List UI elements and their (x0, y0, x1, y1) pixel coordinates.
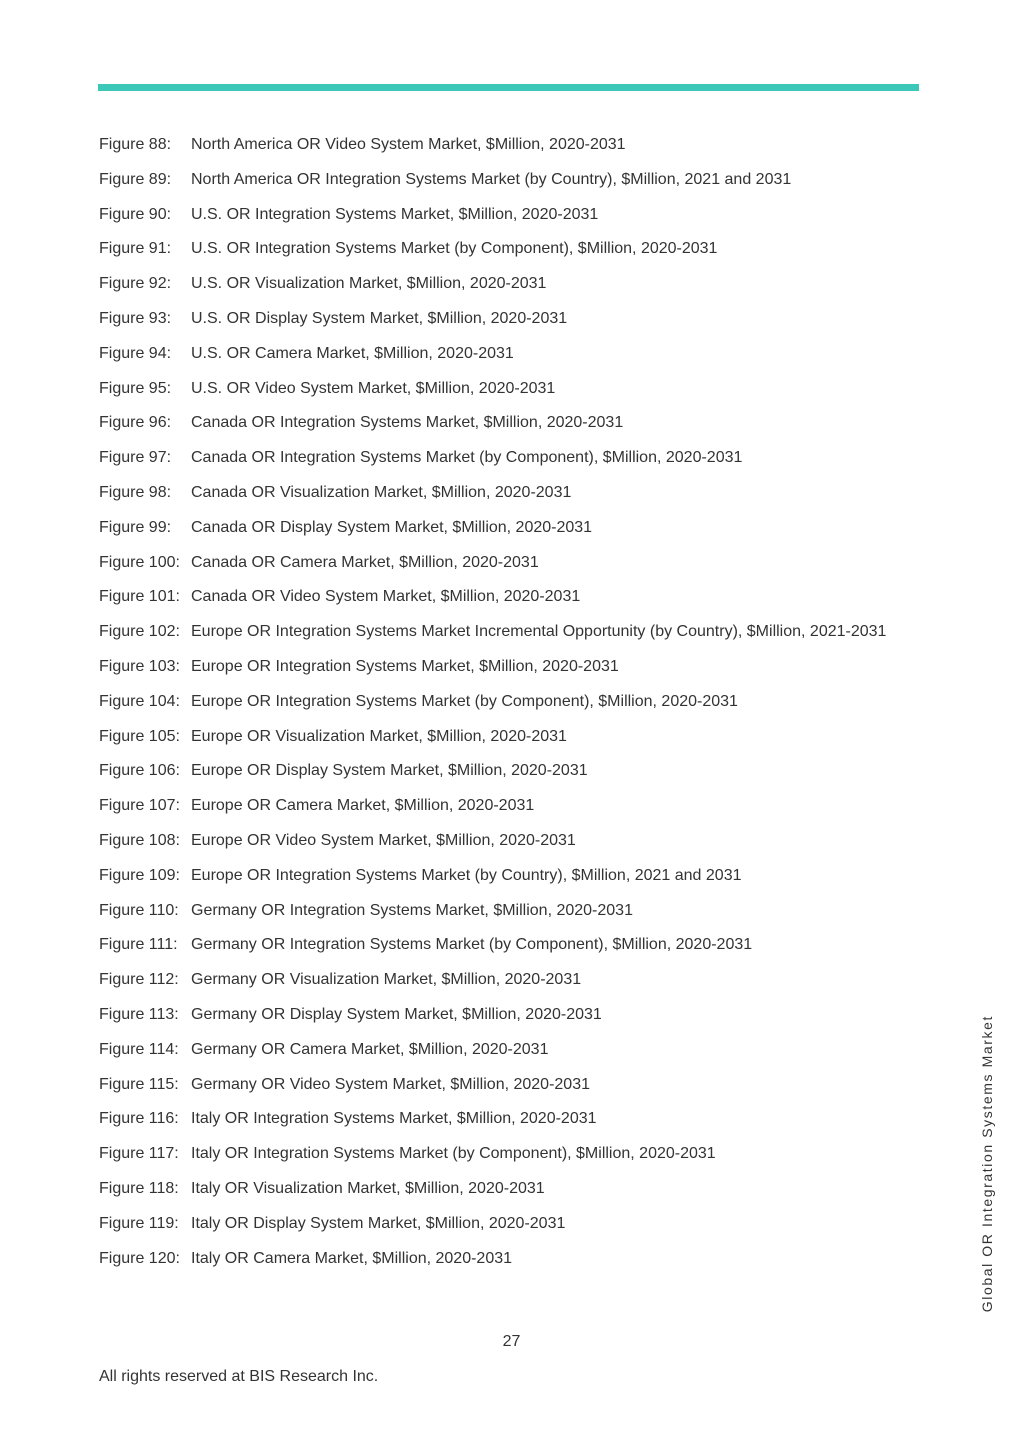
figure-number: Figure 96: (99, 414, 172, 432)
figure-number: Figure 99: (99, 518, 172, 536)
list-item (99, 791, 911, 821)
figure-title: Germany OR Integration Systems Market, $Million, 2020-2031 (191, 901, 633, 919)
figure-number: Figure 104: (99, 692, 180, 710)
list-item (99, 165, 911, 195)
figure-title: U.S. OR Visualization Market, $Million, 2020-2031 (191, 275, 547, 293)
figure-number: Figure 97: (99, 449, 172, 467)
list-item (99, 130, 911, 160)
list-item (99, 339, 911, 369)
figure-title: North America OR Video System Market, $Million, 2020-2031 (191, 136, 626, 153)
list-item (99, 1000, 911, 1030)
figure-title: Germany OR Display System Market, $Million, 2020-2031 (191, 1005, 602, 1023)
figure-title: Canada OR Integration Systems Market, $Million, 2020-2031 (191, 414, 624, 432)
figure-number: Figure 107: (99, 797, 180, 815)
figure-title: Italy OR Display System Market, $Million, 2020-2031 (191, 1214, 566, 1232)
list-item (99, 200, 911, 230)
figure-number: Figure 90: (99, 205, 172, 223)
figure-title: Italy OR Visualization Market, $Million, 2020-2031 (191, 1179, 545, 1197)
figure-title: Europe OR Camera Market, $Million, 2020-2031 (191, 797, 535, 815)
list-item (99, 513, 911, 543)
list-item (99, 1174, 911, 1204)
page-number: 27 (502, 1333, 521, 1350)
list-item (99, 1209, 911, 1239)
figure-number: Figure 106: (99, 762, 180, 780)
figure-title: Italy OR Integration Systems Market, $Million, 2020-2031 (191, 1110, 597, 1128)
figure-number: Figure 109: (99, 866, 180, 884)
list-item (99, 1035, 911, 1065)
figure-number: Figure 111: (99, 936, 178, 954)
figure-number: Figure 103: (99, 657, 180, 675)
list-item (99, 582, 911, 612)
figure-number: Figure 91: (99, 240, 172, 258)
figure-title: Italy OR Camera Market, $Million, 2020-2031 (191, 1249, 513, 1267)
figure-number: Figure 116: (99, 1110, 179, 1128)
figure-title: Canada OR Visualization Market, $Million, 2020-2031 (191, 483, 572, 501)
figure-title: Europe OR Integration Systems Market (by Country), $Million, 2021 and 2031 (191, 866, 742, 884)
figure-number: Figure 101: (99, 588, 180, 606)
list-item (99, 652, 911, 682)
figure-number: Figure 92: (99, 275, 172, 293)
figure-title: U.S. OR Integration Systems Market, $Million, 2020-2031 (191, 205, 599, 223)
figure-number: Figure 110: (99, 901, 179, 919)
figure-title: Europe OR Integration Systems Market (by Component), $Million, 2020-2031 (191, 692, 738, 710)
list-item (99, 826, 911, 856)
figure-title: U.S. OR Video System Market, $Million, 2020-2031 (191, 379, 556, 397)
list-item (99, 1139, 911, 1169)
figure-number: Figure 108: (99, 831, 180, 849)
list-item (99, 478, 911, 508)
figure-number: Figure 113: (99, 1005, 179, 1023)
list-item (99, 1070, 911, 1100)
figure-title: Germany OR Video System Market, $Million, 2020-2031 (191, 1075, 590, 1093)
list-item (99, 930, 911, 960)
list-item (99, 756, 911, 786)
list-item (99, 722, 911, 752)
figure-number: Figure 120: (99, 1249, 180, 1267)
list-item (99, 896, 911, 926)
figure-number: Figure 105: (99, 727, 180, 745)
figure-number: Figure 118: (99, 1179, 179, 1197)
figure-number: Figure 93: (99, 309, 172, 327)
figure-number: Figure 115: (99, 1075, 179, 1093)
figure-number: Figure 114: (99, 1040, 179, 1058)
list-item (99, 269, 911, 299)
figure-title: Germany OR Visualization Market, $Million, 2020-2031 (191, 971, 582, 989)
list-item (99, 374, 911, 404)
side-title (977, 1003, 997, 1325)
figure-title: U.S. OR Integration Systems Market (by Component), $Million, 2020-2031 (191, 240, 718, 258)
list-item (99, 443, 911, 473)
figure-title: Europe OR Visualization Market, $Million, 2020-2031 (191, 727, 567, 745)
figure-title: Italy OR Integration Systems Market (by Component), $Million, 2020-2031 (191, 1145, 716, 1163)
figure-title: Europe OR Display System Market, $Million, 2020-2031 (191, 762, 588, 780)
figure-title: North America OR Integration Systems Market (by Country), $Million, 2021 and 2031 (191, 170, 792, 188)
figure-title: Europe OR Integration Systems Market, $Million, 2020-2031 (191, 657, 619, 675)
figure-number: Figure 119: (99, 1214, 179, 1232)
list-item (99, 408, 911, 438)
list-of-figures (99, 130, 911, 1278)
figure-number: Figure 102: (99, 623, 180, 641)
figure-number: Figure 95: (99, 379, 172, 397)
list-item (99, 1244, 911, 1274)
figure-number: Figure 89: (99, 170, 172, 188)
figure-title: Germany OR Camera Market, $Million, 2020-2031 (191, 1040, 549, 1058)
figure-title: Canada OR Video System Market, $Million, 2020-2031 (191, 588, 581, 606)
figure-number: Figure 100: (99, 553, 180, 571)
figure-number: Figure 117: (99, 1145, 179, 1163)
figure-title: U.S. OR Camera Market, $Million, 2020-2031 (191, 344, 514, 362)
list-item (99, 1104, 911, 1134)
list-item (99, 965, 911, 995)
list-item (99, 617, 911, 647)
figure-number: Figure 98: (99, 483, 172, 501)
list-item (99, 861, 911, 891)
figure-number: Figure 94: (99, 344, 172, 362)
header-accent-bar (98, 84, 919, 91)
figure-title: Germany OR Integration Systems Market (by Component), $Million, 2020-2031 (191, 936, 753, 954)
list-item (99, 304, 911, 334)
side-title-text: Global OR Integration Systems Market (979, 1015, 995, 1313)
figure-number: Figure 112: (99, 971, 179, 989)
figure-title: Canada OR Integration Systems Market (by Component), $Million, 2020-2031 (191, 449, 743, 467)
figure-title: Canada OR Display System Market, $Million, 2020-2031 (191, 518, 593, 536)
footer-copyright: All rights reserved at BIS Research Inc. (99, 1368, 379, 1385)
list-item (99, 234, 911, 264)
figure-title: Europe OR Integration Systems Market Incremental Opportunity (by Country), $Million, 2021-2031 (191, 623, 887, 641)
list-item (99, 548, 911, 578)
figure-title: U.S. OR Display System Market, $Million, 2020-2031 (191, 309, 568, 327)
list-item (99, 687, 911, 717)
figure-title: Europe OR Video System Market, $Million, 2020-2031 (191, 831, 576, 849)
figure-number: Figure 88: (99, 136, 172, 153)
figure-title: Canada OR Camera Market, $Million, 2020-2031 (191, 553, 539, 571)
